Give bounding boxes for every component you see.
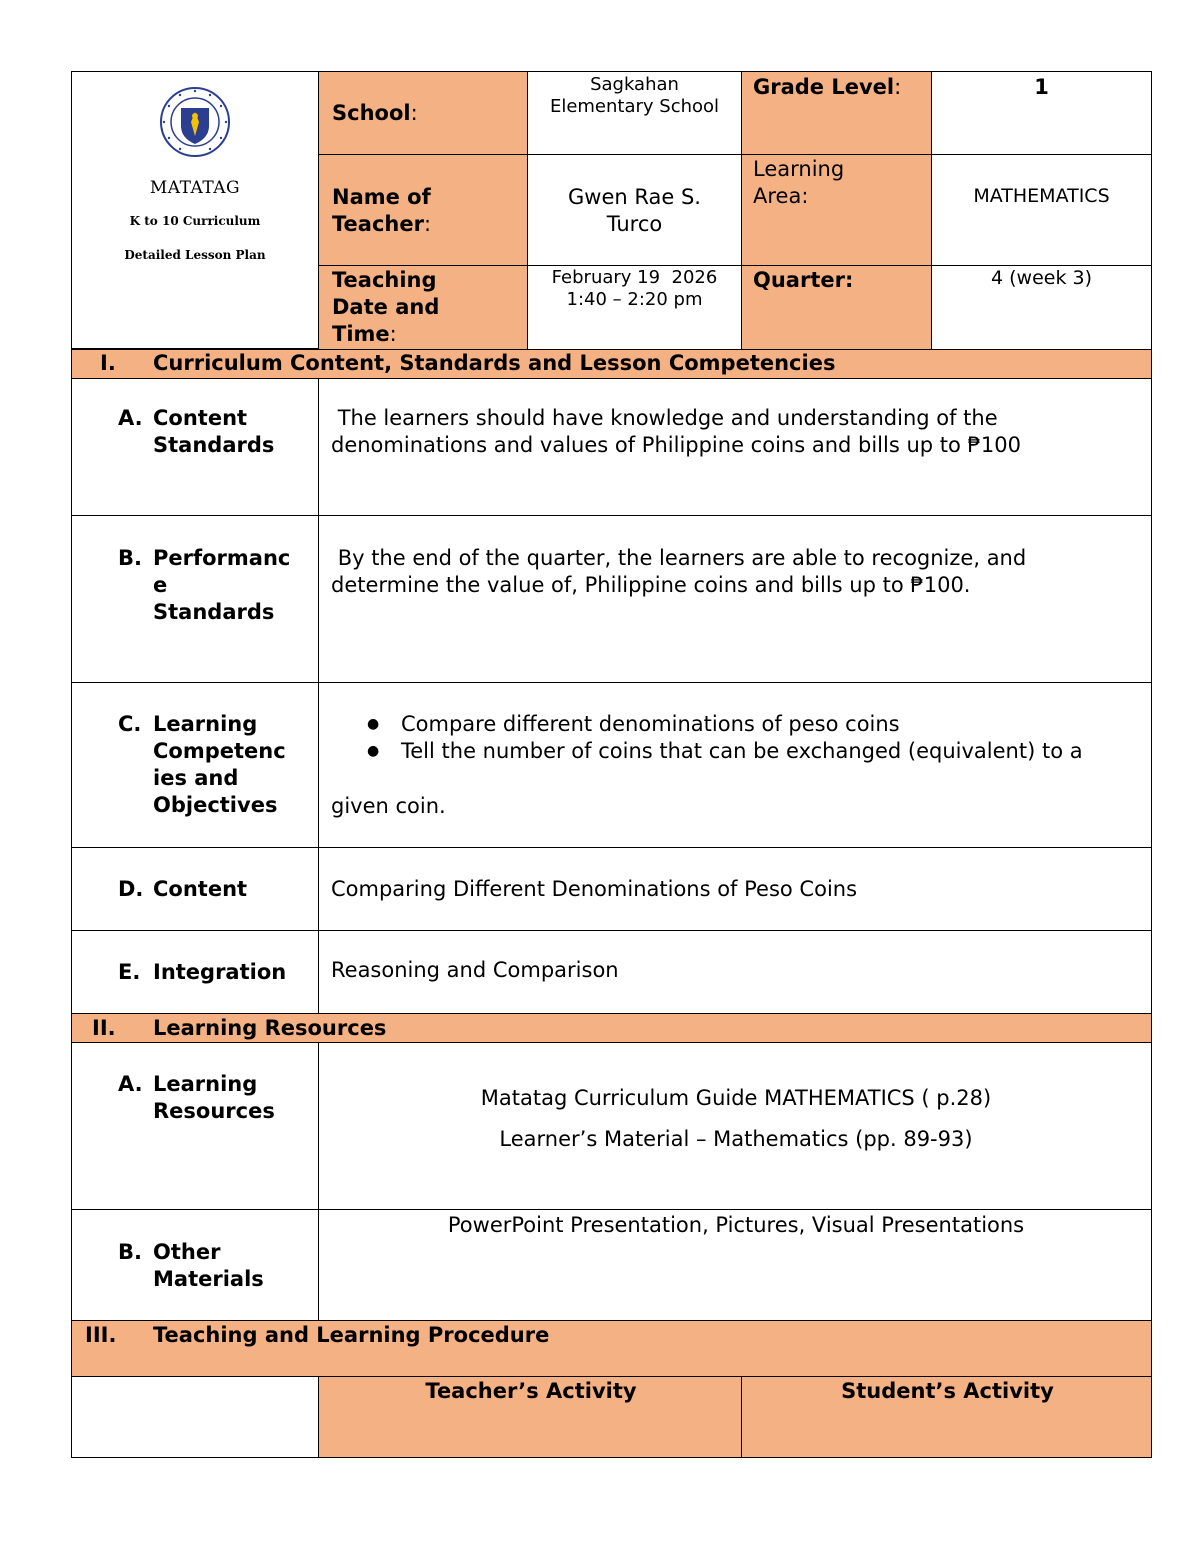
list-item: ● Compare different denominations of peso coins [331,711,1131,738]
teacher-activity-header [318,1376,742,1458]
curriculum-label: K to 10 Curriculum [129,214,261,228]
performance-standards-label-cell [71,515,319,683]
row-letter: B. [118,1240,142,1264]
integration-label: Integration [153,960,287,984]
row-letter: A. [118,406,143,430]
school-label-cell [318,71,528,155]
resources-label-cell [71,1042,319,1210]
content-label-cell [71,847,319,931]
quarter-label: Quarter: [753,268,854,292]
content-text-cell [318,847,1152,931]
performance-standards-label: Performanc e Standards [153,546,291,624]
performance-standards-text-cell [318,515,1152,683]
school-value: Sagkahan Elementary School [549,74,720,117]
other-materials-label: Other Materials [153,1240,264,1291]
row-letter: A. [118,1072,143,1096]
row-letter: B. [118,546,142,570]
time-value: 1:40 – 2:20 pm [566,289,703,310]
competencies-text-cell [318,682,1152,848]
logo-cell [71,71,319,349]
content-label: Content [153,877,248,901]
content-standards-label-cell [71,378,319,516]
student-activity-header [741,1376,1152,1458]
quarter-value: 4 (week 3) [990,267,1092,289]
performance-standards-text: By the end of the quarter, the learners are able to recognize, and determine the value of, Philippine coins and bills up to ₱100. [331,546,1033,597]
teacher-activity-label: Teacher’s Activity [425,1379,637,1403]
grade-label-cell [741,71,932,155]
integration-label-cell [71,930,319,1014]
other-materials-text-cell [318,1209,1152,1321]
section-2-number: II. [92,1016,116,1040]
competencies-tail: given coin. [331,794,446,818]
section-3-header [71,1320,1152,1377]
plan-type-label: Detailed Lesson Plan [124,248,266,262]
brand-title: MATATAG [149,178,241,198]
date-label-cell [318,265,528,350]
resources-line-2: Learner’s Material – Mathematics (pp. 89-93) [499,1127,973,1151]
section-3-number: III. [85,1323,117,1347]
competencies-label: Learning Competenc ies and Objectives [153,712,286,817]
section-2-title: Learning Resources [153,1016,387,1040]
area-value: MATHEMATICS [973,185,1110,207]
content-standards-text: The learners should have knowledge and understanding of the denominations and values of Philippine coins and bills up to ₱100 [331,406,1021,457]
row-letter: D. [118,877,144,901]
student-activity-label: Student’s Activity [841,1379,1054,1403]
resources-text-cell [318,1042,1152,1210]
section-3-title: Teaching and Learning Procedure [153,1323,550,1347]
other-materials-text: PowerPoint Presentation, Pictures, Visual Presentations [447,1213,1025,1237]
deped-seal-icon [159,86,231,158]
teacher-value-cell [527,154,742,266]
resources-label: Learning Resources [153,1072,275,1123]
grade-label: Grade Level: [753,75,902,99]
content-standards-text-cell [318,378,1152,516]
competencies-list [331,711,1131,765]
section-1-header [71,349,1152,379]
section-2-header [71,1013,1152,1043]
teacher-label-cell [318,154,528,266]
grade-value-cell [931,71,1152,155]
content-standards-label: Content Standards [153,406,275,457]
row-letter: E. [118,960,141,984]
area-label-cell [741,154,932,266]
section-1-number: I. [100,351,116,375]
competencies-label-cell [71,682,319,848]
date-value-cell [527,265,742,350]
list-item: ● Tell the number of coins that can be exchanged (equivalent) to a [331,738,1131,765]
area-value-cell [931,154,1152,266]
school-value-cell [527,71,742,155]
integration-text-cell [318,930,1152,1014]
row-letter: C. [118,712,142,736]
procedure-blank-cell [71,1376,319,1458]
integration-text: Reasoning and Comparison [331,958,619,982]
other-materials-label-cell [71,1209,319,1321]
teacher-label: Name of Teacher: [332,185,432,236]
date-label: Teaching Date and Time: [332,268,440,346]
school-label: School: [332,101,418,125]
area-label: Learning Area: [753,157,845,208]
teacher-value: Gwen Rae S. Turco [568,185,701,236]
quarter-label-cell [741,265,932,350]
resources-line-1: Matatag Curriculum Guide MATHEMATICS ( p.28) [480,1086,992,1110]
content-text: Comparing Different Denominations of Peso Coins [331,877,858,901]
grade-value: 1 [1034,75,1049,99]
section-1-title: Curriculum Content, Standards and Lesson Competencies [153,351,836,375]
quarter-value-cell [931,265,1152,350]
date-value: February 19 2026 [551,267,718,288]
